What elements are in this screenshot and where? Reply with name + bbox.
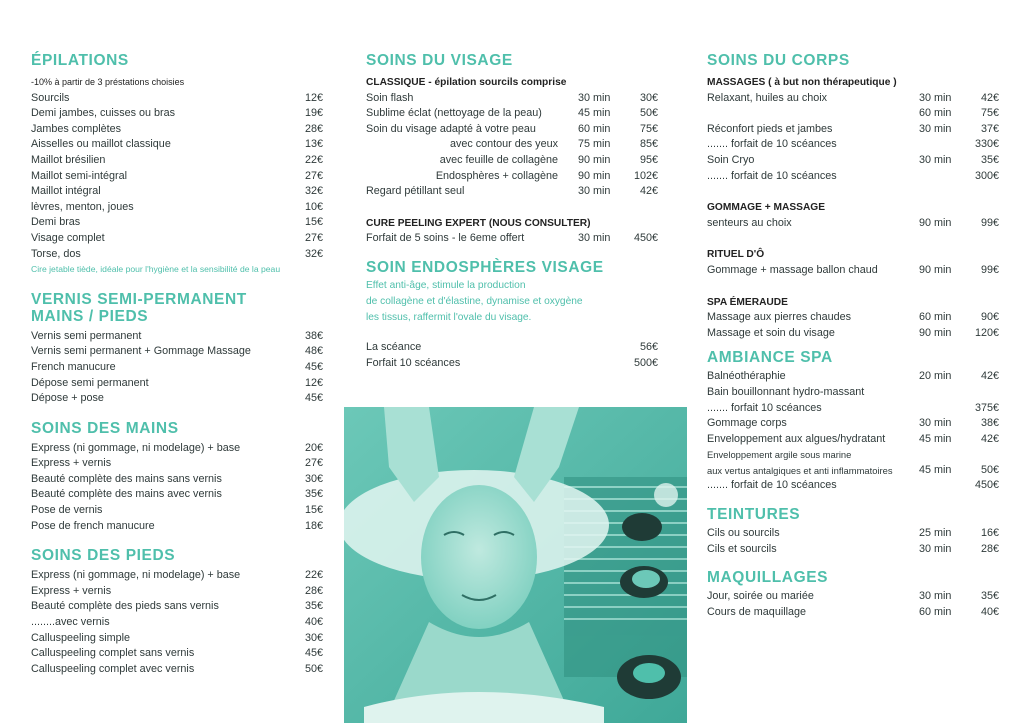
item-label: Pose de vernis [31,504,103,517]
endospheres-description [366,278,658,326]
item-label: Visage complet [31,231,105,244]
item-price: 22€ [304,569,323,582]
price-row [31,247,323,263]
item-price: 300€ [974,169,999,182]
visage-subtitle: CLASSIQUE - épilation sourcils comprise [366,77,567,88]
item-price: 56€ [639,340,658,353]
item-label: Beauté complète des mains sans vernis [31,472,222,485]
section-title-teintures: TEINTURES [707,506,801,524]
price-row [366,231,658,247]
item-price: 330€ [974,138,999,151]
item-label: Soin Cryo [707,153,755,166]
item-price: 28€ [304,122,323,135]
item-price: 99€ [980,216,999,229]
price-row [707,263,999,279]
item-duration [919,401,963,417]
item-label [707,106,919,122]
price-row [31,568,323,584]
item-price: 500€ [633,356,658,369]
item-label: Torse, dos [31,247,81,260]
item-price: 35€ [304,488,323,501]
section-title-visage: SOINS DU VISAGE [366,52,513,69]
item-label: Forfait de 5 soins - le 6eme offert [366,232,525,245]
item-label: Cils et sourcils [707,542,777,555]
item-label: Jour, soirée ou mariée [707,590,814,603]
item-price: 19€ [304,107,323,120]
item-duration: 30 min [919,153,952,166]
item-duration: 60 min [578,122,611,135]
item-label: ....... forfait de 10 scéances [707,169,837,182]
item-price: 16€ [980,527,999,540]
item-price: 450€ [974,479,999,492]
item-label: lèvres, menton, joues [31,200,134,213]
item-label: Aisselles ou maillot classique [31,138,171,151]
price-row [707,401,999,417]
item-price: 50€ [980,463,999,476]
price-row [707,326,999,342]
price-row [31,360,323,376]
item-label: Express (ni gommage, ni modelage) + base [31,569,241,582]
item-label: Maillot brésilien [31,153,106,166]
gommage-subtitle: GOMMAGE + MASSAGE [707,202,826,214]
item-price: 48€ [304,345,323,358]
item-price: 42€ [980,370,999,383]
price-row [707,310,999,326]
price-row [707,137,999,153]
price-row [707,432,999,448]
visage-list [366,91,658,200]
spa-photo [344,407,687,723]
item-price: 375€ [974,401,999,414]
section-title-epilations: ÉPILATIONS [31,52,129,69]
item-duration: 90 min [578,153,611,166]
item-price: 12€ [304,376,323,389]
item-price: 95€ [639,153,658,166]
price-row [31,456,323,472]
price-row [707,106,999,122]
price-row [707,122,999,138]
epilations-list [31,91,323,263]
item-price: 45€ [304,392,323,405]
price-row [31,184,323,200]
vernis-title-line2: MAINS / PIEDS [31,307,149,325]
item-price: 35€ [980,153,999,166]
item-duration: 45 min [919,432,952,445]
item-price: 120€ [974,326,999,339]
item-duration: 30 min [578,232,611,245]
item-label: Réconfort pieds et jambes [707,122,833,135]
pieds-list [31,568,323,677]
column-left [31,52,323,677]
item-label: Pose de french manucure [31,519,155,532]
item-price: 37€ [980,122,999,135]
section-title-ambiance: AMBIANCE SPA [707,349,833,367]
price-row [31,615,323,631]
item-duration: 30 min [919,542,952,555]
price-row [31,662,323,678]
price-row [31,503,323,519]
item-label: Forfait 10 scéances [366,356,461,369]
price-row [707,416,999,432]
endospheres-description-line: les tissus, raffermit l'ovale du visage. [366,311,532,323]
item-label: ....... forfait 10 scéances [707,401,822,414]
price-row [707,216,999,232]
item-price: 35€ [304,600,323,613]
item-label: Express (ni gommage, ni modelage) + base [31,441,241,454]
gommage-list [707,216,999,232]
item-duration: 25 min [919,527,952,540]
item-duration: 90 min [578,169,611,182]
section-title-mains: SOINS DES MAINS [31,419,179,437]
item-label: Beauté complète des mains avec vernis [31,488,222,501]
item-price: 18€ [304,519,323,532]
cure-list [366,231,658,247]
item-label: Beauté complète des pieds sans vernis [31,600,219,613]
price-row [366,122,658,138]
item-label: Vernis semi permanent + Gommage Massage [31,345,251,358]
item-label: Soin flash [366,91,414,104]
item-label: Gommage corps [707,417,787,430]
price-row [31,631,323,647]
item-label: Dépose + pose [31,392,104,405]
item-label: Dépose semi permanent [31,376,149,389]
emeraude-subtitle: SPA ÉMERAUDE [707,296,788,308]
price-row [31,106,323,122]
price-row [707,91,999,107]
item-label: Enveloppement aux algues/hydratant [707,432,886,445]
price-row [366,340,658,356]
endospheres-description-line: de collagène et d'élastine, dynamise et oxygène [366,295,583,307]
item-price: 30€ [304,631,323,644]
item-price: 35€ [980,590,999,603]
item-price: 450€ [633,232,658,245]
price-row [31,487,323,503]
item-label: Massage aux pierres chaudes [707,311,852,324]
item-label: Soin du visage adapté à votre peau [366,122,536,135]
item-price: 45€ [304,360,323,373]
item-label: Regard pétillant seul [366,185,465,198]
price-row [31,376,323,392]
item-price: 40€ [980,605,999,618]
item-label: Relaxant, huiles au choix [707,91,828,104]
section-title-endospheres: SOIN ENDOSPHÈRES VISAGE [366,258,604,276]
corps-subtitle: MASSAGES ( à but non thérapeutique ) [707,77,897,88]
item-price: 42€ [639,185,658,198]
price-row [31,391,323,407]
price-row [31,472,323,488]
price-row [31,169,323,185]
price-row [707,542,999,558]
emeraude-list [707,310,999,341]
price-row [31,231,323,247]
item-price: 12€ [304,91,323,104]
item-duration: 30 min [578,91,611,104]
item-label: French manucure [31,360,116,373]
price-row [707,385,999,401]
item-price: 27€ [304,231,323,244]
price-row [707,447,999,463]
item-label: Bain bouillonnant hydro-massant [707,385,865,398]
item-duration [919,169,963,185]
epilations-footnote: Cire jetable tiède, idéale pour l'hygiène et la sensibilité de la peau [31,264,281,275]
item-label: Sourcils [31,91,70,104]
corps-list [707,91,999,185]
item-price: 30€ [639,91,658,104]
price-row [707,169,999,185]
item-price: 32€ [304,185,323,198]
item-label: Express + vernis [31,584,112,597]
price-row [31,441,323,457]
item-price: 28€ [980,542,999,555]
item-duration: 20 min [919,370,952,383]
rituel-subtitle: RITUEL D'Ô [707,249,765,261]
column-middle [366,52,658,371]
price-row [707,153,999,169]
maquillages-list [707,589,999,620]
price-row [31,646,323,662]
item-price: 20€ [304,441,323,454]
price-row [31,344,323,360]
item-price: 13€ [304,138,323,151]
price-row [366,184,658,200]
item-label: Endosphères + collagène [435,169,558,182]
item-label: Jambes complètes [31,122,122,135]
price-row [707,478,999,494]
item-label: Calluspeeling complet avec vernis [31,662,195,675]
item-duration: 30 min [919,91,952,104]
price-row [31,599,323,615]
teintures-list [707,526,999,557]
item-price: 75€ [980,107,999,120]
section-title-pieds: SOINS DES PIEDS [31,547,176,565]
column-right [707,52,999,620]
item-label: aux vertus antalgiques et anti inflammatoires [707,464,893,476]
item-duration: 30 min [919,417,952,430]
price-row [31,153,323,169]
item-price: 10€ [304,200,323,213]
spa-photo-illustration [344,407,687,723]
item-price [963,447,999,463]
item-label: Massage et soin du visage [707,326,835,339]
item-label: Demi bras [31,216,81,229]
price-row [366,106,658,122]
price-row [366,137,658,153]
item-label: Maillot intégral [31,185,101,198]
item-price: 42€ [980,432,999,445]
item-price: 40€ [304,616,323,629]
item-price: 50€ [639,107,658,120]
price-row [366,153,658,169]
price-row [31,329,323,345]
item-price: 85€ [639,138,658,151]
item-price: 22€ [304,153,323,166]
item-price: 28€ [304,584,323,597]
vernis-list [31,329,323,407]
price-row [366,91,658,107]
price-row [31,215,323,231]
item-label: Calluspeeling simple [31,631,131,644]
cure-subtitle: CURE PEELING EXPERT (NOUS CONSULTER) [366,217,591,229]
item-duration [919,137,963,153]
item-price: 99€ [980,263,999,276]
price-row [31,137,323,153]
section-title-vernis [31,291,323,325]
item-label: Maillot semi-intégral [31,169,128,182]
item-label: Balnéothéraphie [707,370,786,383]
item-price: 42€ [980,91,999,104]
price-row [707,605,999,621]
price-row [31,122,323,138]
item-label: Demi jambes, cuisses ou bras [31,107,176,120]
item-duration [919,385,963,401]
section-title-corps: SOINS DU CORPS [707,52,850,69]
price-row [366,169,658,185]
item-duration [919,447,963,463]
price-row [707,526,999,542]
item-duration: 90 min [919,263,952,276]
item-label: Calluspeeling complet sans vernis [31,647,195,660]
mains-list [31,441,323,535]
item-price: 27€ [304,169,323,182]
item-label: senteurs au choix [707,216,792,229]
item-duration: 60 min [919,107,952,120]
item-label: avec feuille de collagène [439,153,558,166]
item-label: La scéance [366,340,422,353]
item-duration: 75 min [578,138,611,151]
ambiance-list [707,369,999,494]
item-label: ....... forfait de 10 scéances [707,479,837,492]
item-duration: 60 min [919,311,952,324]
item-duration: 30 min [578,185,611,198]
item-price: 27€ [304,457,323,470]
item-duration: 30 min [919,122,952,135]
item-price: 75€ [639,122,658,135]
price-row [707,369,999,385]
item-price: 15€ [304,216,323,229]
item-duration: 90 min [919,216,952,229]
price-row [31,91,323,107]
price-row [366,356,658,372]
item-label: avec contour des yeux [449,138,558,151]
price-row [707,589,999,605]
price-row [31,200,323,216]
item-label: Express + vernis [31,457,112,470]
item-price: 90€ [980,311,999,324]
vernis-title-line1: VERNIS SEMI-PERMANENT [31,290,247,308]
item-duration: 60 min [919,605,952,618]
item-label: ....... forfait de 10 scéances [707,138,837,151]
item-price: 50€ [304,662,323,675]
item-duration: 30 min [919,590,952,603]
item-duration: 45 min [578,107,611,120]
item-price [963,385,999,401]
item-price: 38€ [304,329,323,342]
item-price: 45€ [304,647,323,660]
item-price: 38€ [980,417,999,430]
price-row [31,519,323,535]
item-price: 15€ [304,504,323,517]
item-label: Cours de maquillage [707,605,807,618]
item-duration: 90 min [919,326,952,339]
price-row [31,584,323,600]
item-label: ........avec vernis [31,616,110,629]
item-label: Vernis semi permanent [31,329,142,342]
section-title-maquillages: MAQUILLAGES [707,569,829,587]
item-label: Gommage + massage ballon chaud [707,263,878,276]
item-price: 32€ [304,247,323,260]
item-price: 30€ [304,472,323,485]
price-row [707,463,999,479]
item-label: Sublime éclat (nettoyage de la peau) [366,107,542,120]
rituel-list [707,263,999,279]
item-label: Cils ou sourcils [707,527,780,540]
item-duration [919,478,963,494]
item-duration: 45 min [919,463,952,476]
item-price: 102€ [633,169,658,182]
epilations-discount-note: -10% à partir de 3 préstations choisies [31,77,185,87]
endospheres-description-line: Effet anti-âge, stimule la production [366,279,526,291]
endospheres-list [366,340,658,371]
item-label: Enveloppement argile sous marine [707,449,852,461]
